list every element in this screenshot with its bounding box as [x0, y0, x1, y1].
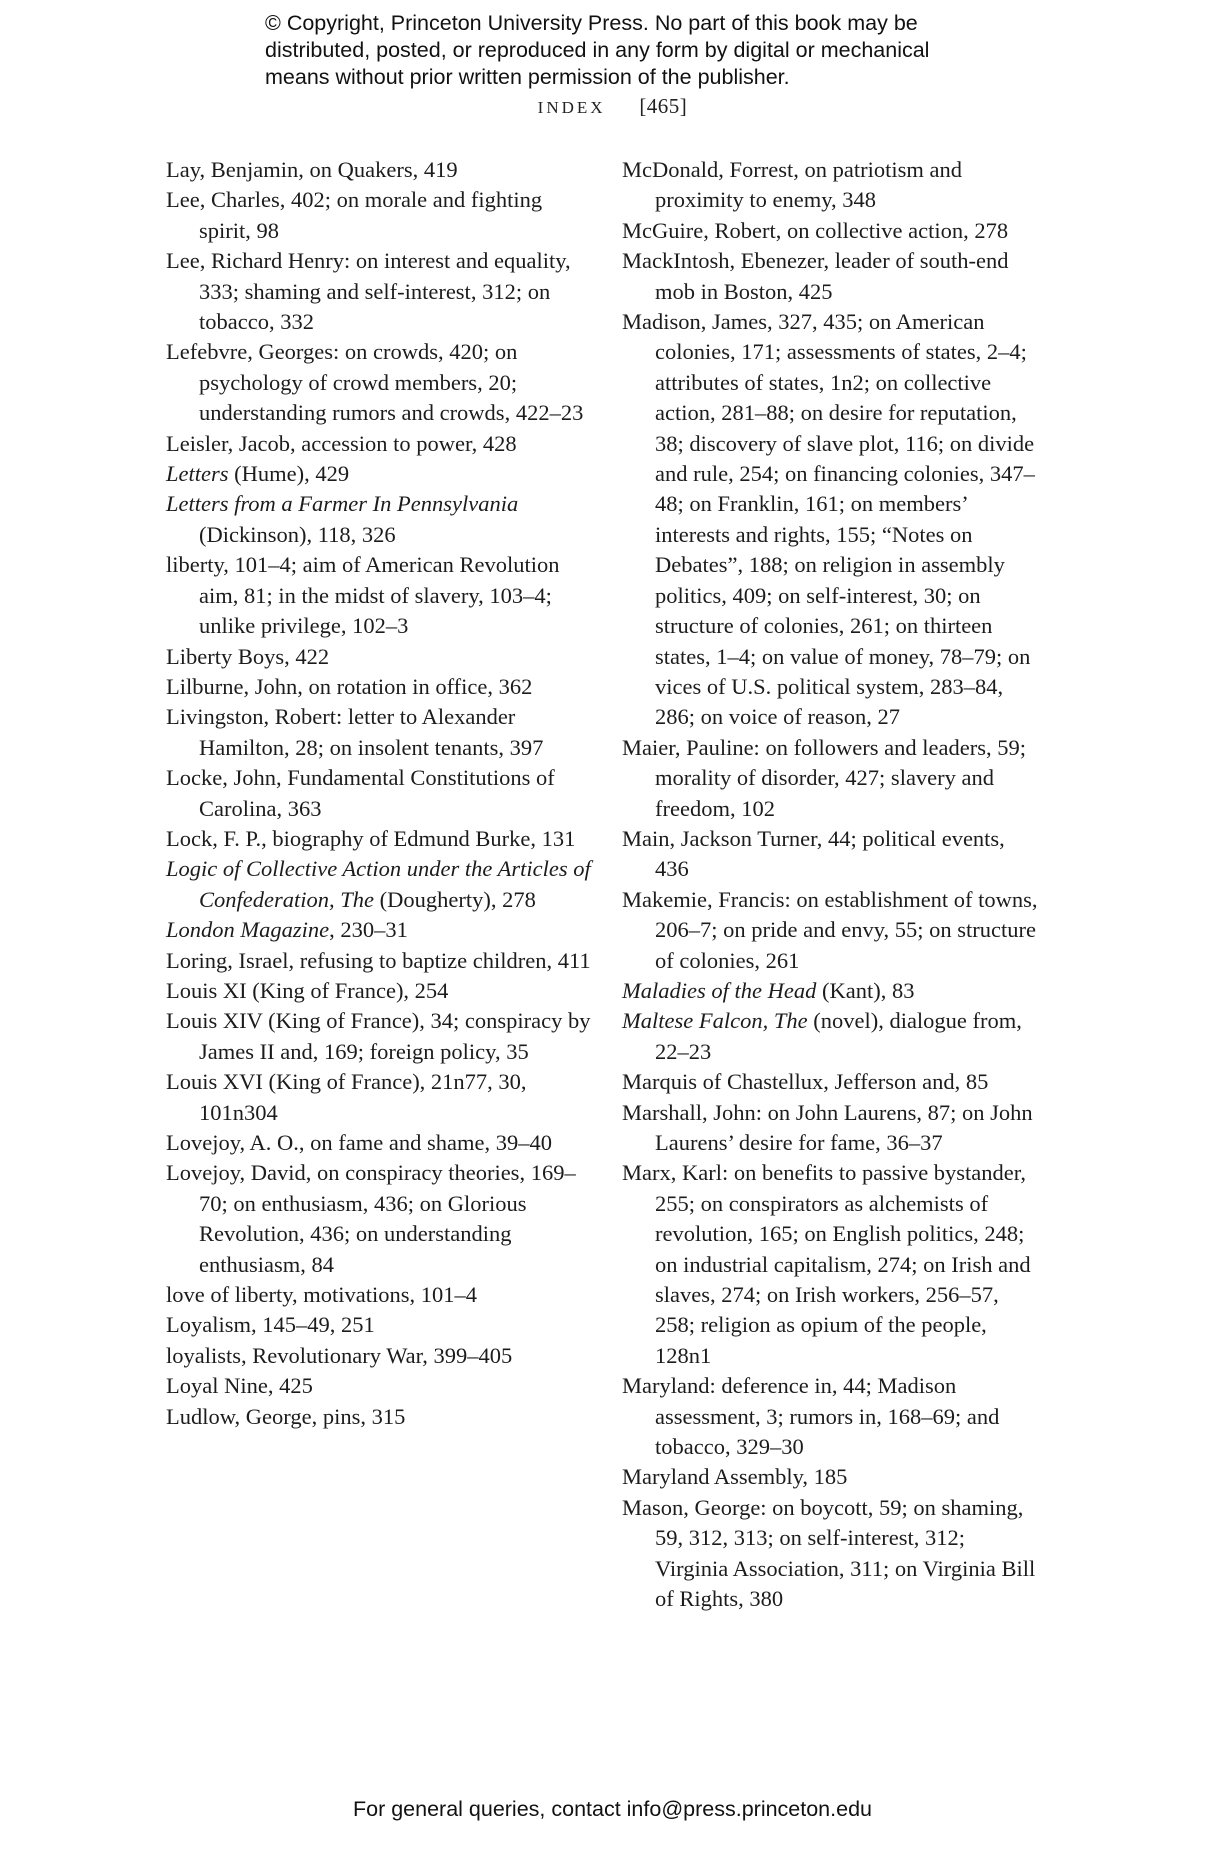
index-entry-text: Louis XIV (King of France), 34; conspiracy by James II and, 169; foreign policy, 35 — [166, 1008, 591, 1064]
copyright-line: © Copyright, Princeton University Press. No part of this book may be — [265, 11, 918, 35]
index-entry-title: Letters from a Farmer In Pennsylvania — [166, 491, 519, 517]
index-entry — [622, 824, 1042, 885]
index-entry-text: Lee, Charles, 402; on morale and fighting spirit, 98 — [166, 187, 543, 243]
index-entry-text: Mason, George: on boycott, 59; on shaming, 59, 312, 313; on self-interest, 312; Virginia Association, 311; on Virginia Bill of Rights, 380 — [622, 1494, 1036, 1612]
index-entry-text: Liberty Boys, 422 — [166, 643, 330, 669]
index-entry-text: McDonald, Forrest, on patriotism and proximity to enemy, 348 — [622, 157, 962, 213]
index-entry-text: Leisler, Jacob, accession to power, 428 — [166, 430, 517, 456]
index-entry-title: Letters — [166, 461, 229, 487]
index-entry-text: Lee, Richard Henry: on interest and equality, 333; shaming and self-interest, 312; on tobacco, 332 — [166, 248, 571, 335]
index-entry-text: Loyalism, 145–49, 251 — [166, 1312, 375, 1338]
index-column-right — [622, 155, 1042, 1615]
footer-contact: For general queries, contact info@press.princeton.edu — [352, 1797, 872, 1821]
index-entry — [166, 1371, 596, 1401]
index-entry — [622, 1493, 1042, 1615]
index-entry-text: (Dickinson), 118, 326 — [199, 521, 396, 547]
index-entry — [166, 1067, 596, 1128]
index-entry — [166, 185, 596, 246]
index-entry — [166, 854, 596, 915]
index-entry — [622, 307, 1042, 733]
index-entry-text: (Hume), 429 — [228, 461, 350, 487]
index-entry — [622, 1462, 1042, 1492]
index-entry-text: McGuire, Robert, on collective action, 278 — [622, 217, 1009, 243]
index-entry — [166, 459, 596, 489]
index-entry-text: Marx, Karl: on benefits to passive bystander, 255; on conspirators as alchemists of revolution, 165; on English politics, 248; on industrial capitalism, 274; on Irish and slaves, 274; on Irish workers, 256–57, 258; religion as opium of the people, 128n1 — [622, 1160, 1031, 1368]
index-entry-text: Loyal Nine, 425 — [166, 1373, 313, 1399]
index-entry — [622, 885, 1042, 976]
index-entry — [622, 216, 1042, 246]
index-entry — [622, 976, 1042, 1006]
index-entry-text: Lay, Benjamin, on Quakers, 419 — [166, 157, 458, 182]
index-entry — [622, 155, 1042, 216]
index-entry — [166, 155, 596, 185]
page-number: [465] — [639, 94, 688, 118]
index-entry-text: Lilburne, John, on rotation in office, 362 — [166, 673, 533, 699]
index-entry — [622, 1006, 1042, 1067]
index-entry — [166, 429, 596, 459]
index-entry-text: (Dougherty), 278 — [374, 886, 536, 912]
index-entry — [166, 824, 596, 854]
index-entry — [166, 1006, 596, 1067]
index-entry-title: Maltese Falcon, The — [622, 1008, 808, 1034]
index-entry-text: Marshall, John: on John Laurens, 87; on John Laurens’ desire for fame, 36–37 — [622, 1099, 1033, 1155]
copyright-line: means without prior written permission of the publisher. — [265, 65, 790, 89]
index-entry-text: Loring, Israel, refusing to baptize children, 411 — [166, 947, 591, 973]
index-entry — [622, 1371, 1042, 1462]
index-entry-text: (novel), dialogue from, 22–23 — [655, 1008, 1022, 1064]
index-entry-text: Louis XVI (King of France), 21n77, 30, 101n304 — [166, 1069, 527, 1125]
index-entry — [166, 976, 596, 1006]
index-entry-text: Main, Jackson Turner, 44; political events, 436 — [622, 825, 1005, 882]
index-entry-title: London Magazine — [166, 917, 330, 943]
index-entry — [166, 1310, 596, 1340]
index-entry — [166, 763, 596, 824]
index-entry — [622, 1067, 1042, 1097]
index-entry-text: Locke, John, Fundamental Constitutions of Carolina, 363 — [166, 765, 555, 821]
index-entry-text: Lefebvre, Georges: on crowds, 420; on psychology of crowd members, 20; understanding rumors and crowds, 422–23 — [166, 339, 584, 426]
index-entry — [166, 672, 596, 702]
running-head-title: INDEX — [537, 98, 606, 117]
index-entry-text: Louis XI (King of France), 254 — [166, 977, 449, 1003]
index-entry — [166, 337, 596, 428]
running-head — [0, 94, 1225, 119]
index-entry — [166, 1402, 596, 1432]
index-entry — [166, 642, 596, 672]
index-entry-text: Lovejoy, A. O., on fame and shame, 39–40 — [166, 1130, 552, 1155]
index-entry-text: MackIntosh, Ebenezer, leader of south-end mob in Boston, 425 — [622, 248, 1009, 304]
index-entry — [166, 1280, 596, 1310]
index-entry-text: Maier, Pauline: on followers and leaders, 59; morality of disorder, 427; slavery and freedom, 102 — [622, 734, 1026, 821]
index-entry — [166, 702, 596, 763]
index-entry — [166, 1341, 596, 1371]
index-entry — [622, 246, 1042, 307]
index-entry-text: (Kant), 83 — [816, 977, 915, 1003]
index-entry — [166, 489, 596, 550]
copyright-line: distributed, posted, or reproduced in any form by digital or mechanical — [265, 38, 930, 62]
index-entry-text: liberty, 101–4; aim of American Revolution aim, 81; in the midst of slavery, 103–4; unlike privilege, 102–3 — [166, 552, 560, 639]
index-entry — [166, 1128, 596, 1158]
index-entry-text: love of liberty, motivations, 101–4 — [166, 1282, 478, 1308]
index-entry-text: Madison, James, 327, 435; on American colonies, 171; assessments of states, 2–4; attributes of states, 1n2; on collective action, 281–88; on desire for reputation, 38; discovery of slave plot, 116; on divide and rule, 254; on financing colonies, 347–48; on Franklin, 161; on members’ interests and rights, 155; “Notes on Debates”, 188; on religion in assembly politics, 409; on self-interest, 30; on structure of colonies, 261; on thirteen states, 1–4; on value of money, 78–79; on vices of U.S. political system, 283–84, 286; on voice of reason, 27 — [622, 309, 1035, 730]
index-entry-text: Maryland: deference in, 44; Madison assessment, 3; rumors in, 168–69; and tobacco, 329–30 — [622, 1373, 1000, 1460]
index-entry-text: Marquis of Chastellux, Jefferson and, 85 — [622, 1069, 989, 1095]
index-entry-text: Ludlow, George, pins, 315 — [166, 1403, 406, 1429]
index-entry-text: Makemie, Francis: on establishment of towns, 206–7; on pride and envy, 55; on structure of colonies, 261 — [622, 886, 1038, 973]
index-entry — [622, 733, 1042, 824]
index-entry-text: Lovejoy, David, on conspiracy theories, 169–70; on enthusiasm, 436; on Glorious Revolution, 436; on understanding enthusiasm, 84 — [166, 1160, 576, 1277]
index-entry — [166, 550, 596, 641]
index-entry — [166, 946, 596, 976]
index-entry-text: Livingston, Robert: letter to Alexander Hamilton, 28; on insolent tenants, 397 — [166, 704, 544, 760]
index-entry — [166, 1158, 596, 1280]
index-entry — [166, 246, 596, 337]
index-entry-text: Maryland Assembly, 185 — [622, 1464, 848, 1490]
index-entry-title: Maladies of the Head — [622, 977, 817, 1003]
index-column-left — [166, 155, 596, 1432]
index-entry-title: Logic of Collective Action under the Articles of Confederation, The — [166, 856, 591, 912]
copyright-notice — [265, 10, 1025, 91]
index-entry-text: , 230–31 — [329, 917, 408, 943]
index-entry — [622, 1098, 1042, 1159]
index-entry-text: loyalists, Revolutionary War, 399–405 — [166, 1342, 513, 1368]
index-entry — [622, 1158, 1042, 1371]
index-entry — [166, 915, 596, 945]
index-entry-text: Lock, F. P., biography of Edmund Burke, 131 — [166, 825, 576, 851]
